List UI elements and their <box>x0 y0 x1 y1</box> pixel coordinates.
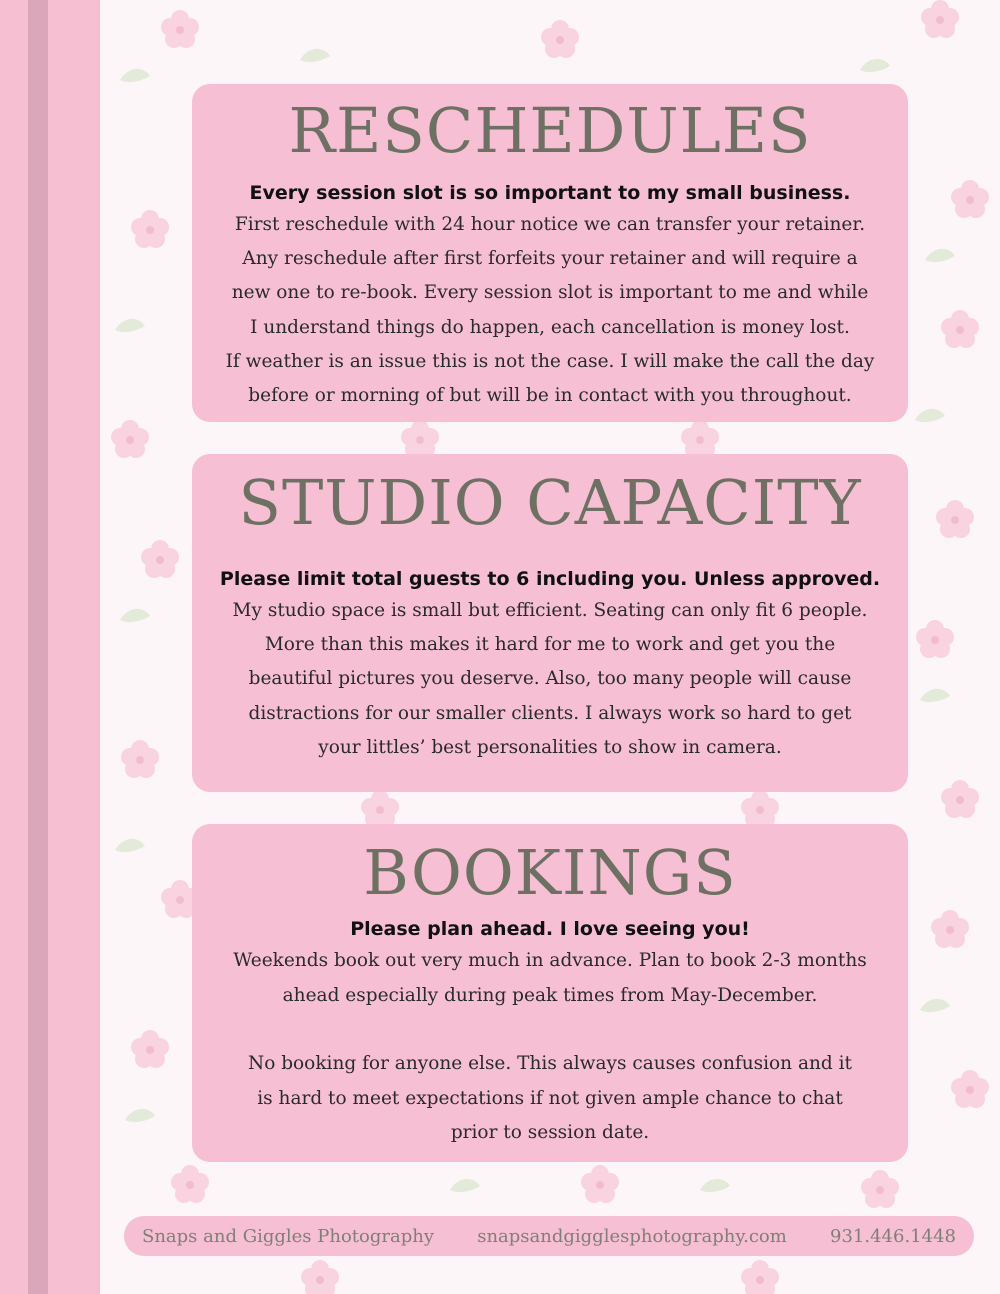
studio-capacity-lead: Please limit total guests to 6 including you. Unless approved. <box>219 568 881 590</box>
footer-bar <box>124 1216 974 1256</box>
reschedules-title: RESCHEDULES <box>288 94 812 167</box>
footer-phone: 931.446.1448 <box>830 1225 956 1247</box>
footer-website-link[interactable]: snapsandgigglesphotography.com <box>477 1225 787 1247</box>
reschedules-line: Any reschedule after first forfeits your retainer and will require a <box>242 248 858 270</box>
left-pink-stripe <box>0 0 100 1294</box>
footer-business-name: Snaps and Giggles Photography <box>142 1225 435 1247</box>
reschedules-lead: Every session slot is so important to my small business. <box>249 182 851 204</box>
studio-capacity-line: distractions for our smaller clients. I always work so hard to get <box>248 702 852 724</box>
reschedules-card <box>192 84 908 422</box>
reschedules-line: I understand things do happen, each cancellation is money lost. <box>250 316 850 338</box>
studio-capacity-line: beautiful pictures you deserve. Also, too many people will cause <box>248 668 852 690</box>
reschedules-line: new one to re-book. Every session slot is important to me and while <box>231 282 869 304</box>
paragraph-gap <box>192 1013 908 1047</box>
bookings-line: ahead especially during peak times from May-December. <box>282 984 818 1006</box>
bookings-line: is hard to meet expectations if not given ample chance to chat <box>257 1087 843 1109</box>
studio-capacity-line: My studio space is small but efficient. Seating can only fit 6 people. <box>232 600 868 621</box>
bookings-line: No booking for anyone else. This always causes confusion and it <box>248 1053 852 1074</box>
studio-capacity-line: your littles’ best personalities to show in camera. <box>318 736 782 758</box>
bookings-line: prior to session date. <box>450 1122 650 1143</box>
bookings-line: Weekends book out very much in advance. Plan to book 2-3 months <box>233 950 867 971</box>
reschedules-line: First reschedule with 24 hour notice we can transfer your retainer. <box>234 214 866 235</box>
reschedules-line: before or morning of but will be in contact with you throughout. <box>248 385 852 407</box>
bookings-card <box>192 824 908 1162</box>
studio-capacity-title: STUDIO CAPACITY <box>238 466 862 539</box>
bookings-lead: Please plan ahead. I love seeing you! <box>350 918 750 940</box>
left-mauve-stripe <box>28 0 48 1294</box>
studio-capacity-line: More than this makes it hard for me to work and get you the <box>264 634 836 656</box>
reschedules-line: If weather is an issue this is not the case. I will make the call the day <box>225 350 875 372</box>
bookings-title: BOOKINGS <box>363 836 737 909</box>
studio-capacity-card <box>192 454 908 792</box>
